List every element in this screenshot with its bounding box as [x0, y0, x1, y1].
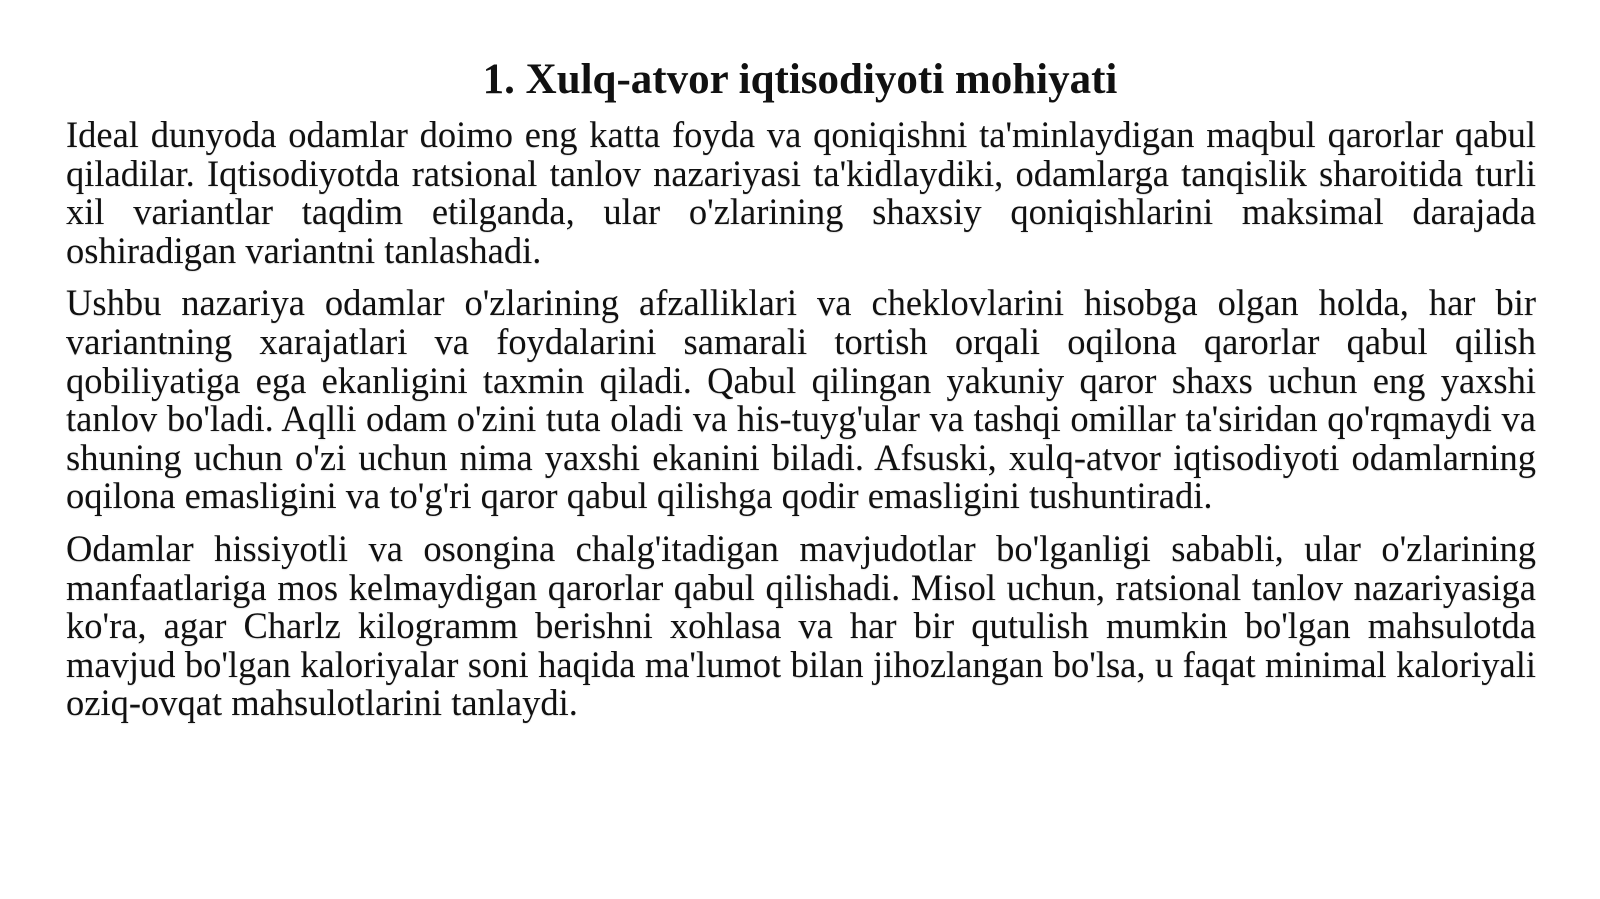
paragraph-3: Odamlar hissiyotli va osongina chalg'itadigan mavjudotlar bo'lganligi sababli, ular o'zlarining manfaatlariga mos kelmaydigan qarorlar qabul qilishadi. Misol uchun, ratsional tanlov nazariyasiga ko'ra, agar Charlz kilogramm berishni xohlasa va har bir qutulish mumkin bo'lgan mahsulotda mavjud bo'lgan kaloriyalar soni haqida ma'lumot bilan jihozlangan bo'lsa, u faqat minimal kaloriyali oziq-ovqat mahsulotlarini tanlaydi. — [66, 527, 1536, 724]
paragraph-2: Ushbu nazariya odamlar o'zlarining afzalliklari va cheklovlarini hisobga olgan holda, har bir variantning xarajatlari va foydalarini samarali tortish orqali oqilona qarorlar qabul qilish qobiliyatiga ega ekanligini taxmin qiladi. Qabul qilingan yakuniy qaror shaxs uchun eng yaxshi tanlov bo'ladi. Aqlli odam o'zini tuta oladi va his-tuyg'ular va tashqi omillar ta'siridan qo'rqmaydi va shuning uchun o'zi uchun nima yaxshi ekanini biladi. Afsuski, xulq-atvor iqtisodiyoti odamlarning oqilona emasligini va to'g'ri qaror qabul qilishga qodir emasligini tushuntiradi. — [66, 282, 1536, 517]
slide-title: 1. Xulq-atvor iqtisodiyoti mohiyati — [482, 56, 1118, 103]
slide-body — [66, 116, 1536, 737]
paragraph-1: Ideal dunyoda odamlar doimo eng katta foyda va qoniqishni ta'minlaydigan maqbul qarorlar qabul qiladilar. Iqtisodiyotda ratsional tanlov nazariyasi ta'kidlaydiki, odamlarga tanqislik sharoitida turli xil variantlar taqdim etilganda, ular o'zlarining shaxsiy qoniqishlarini maksimal darajada oshiradigan variantni tanlashadi. — [66, 114, 1536, 271]
